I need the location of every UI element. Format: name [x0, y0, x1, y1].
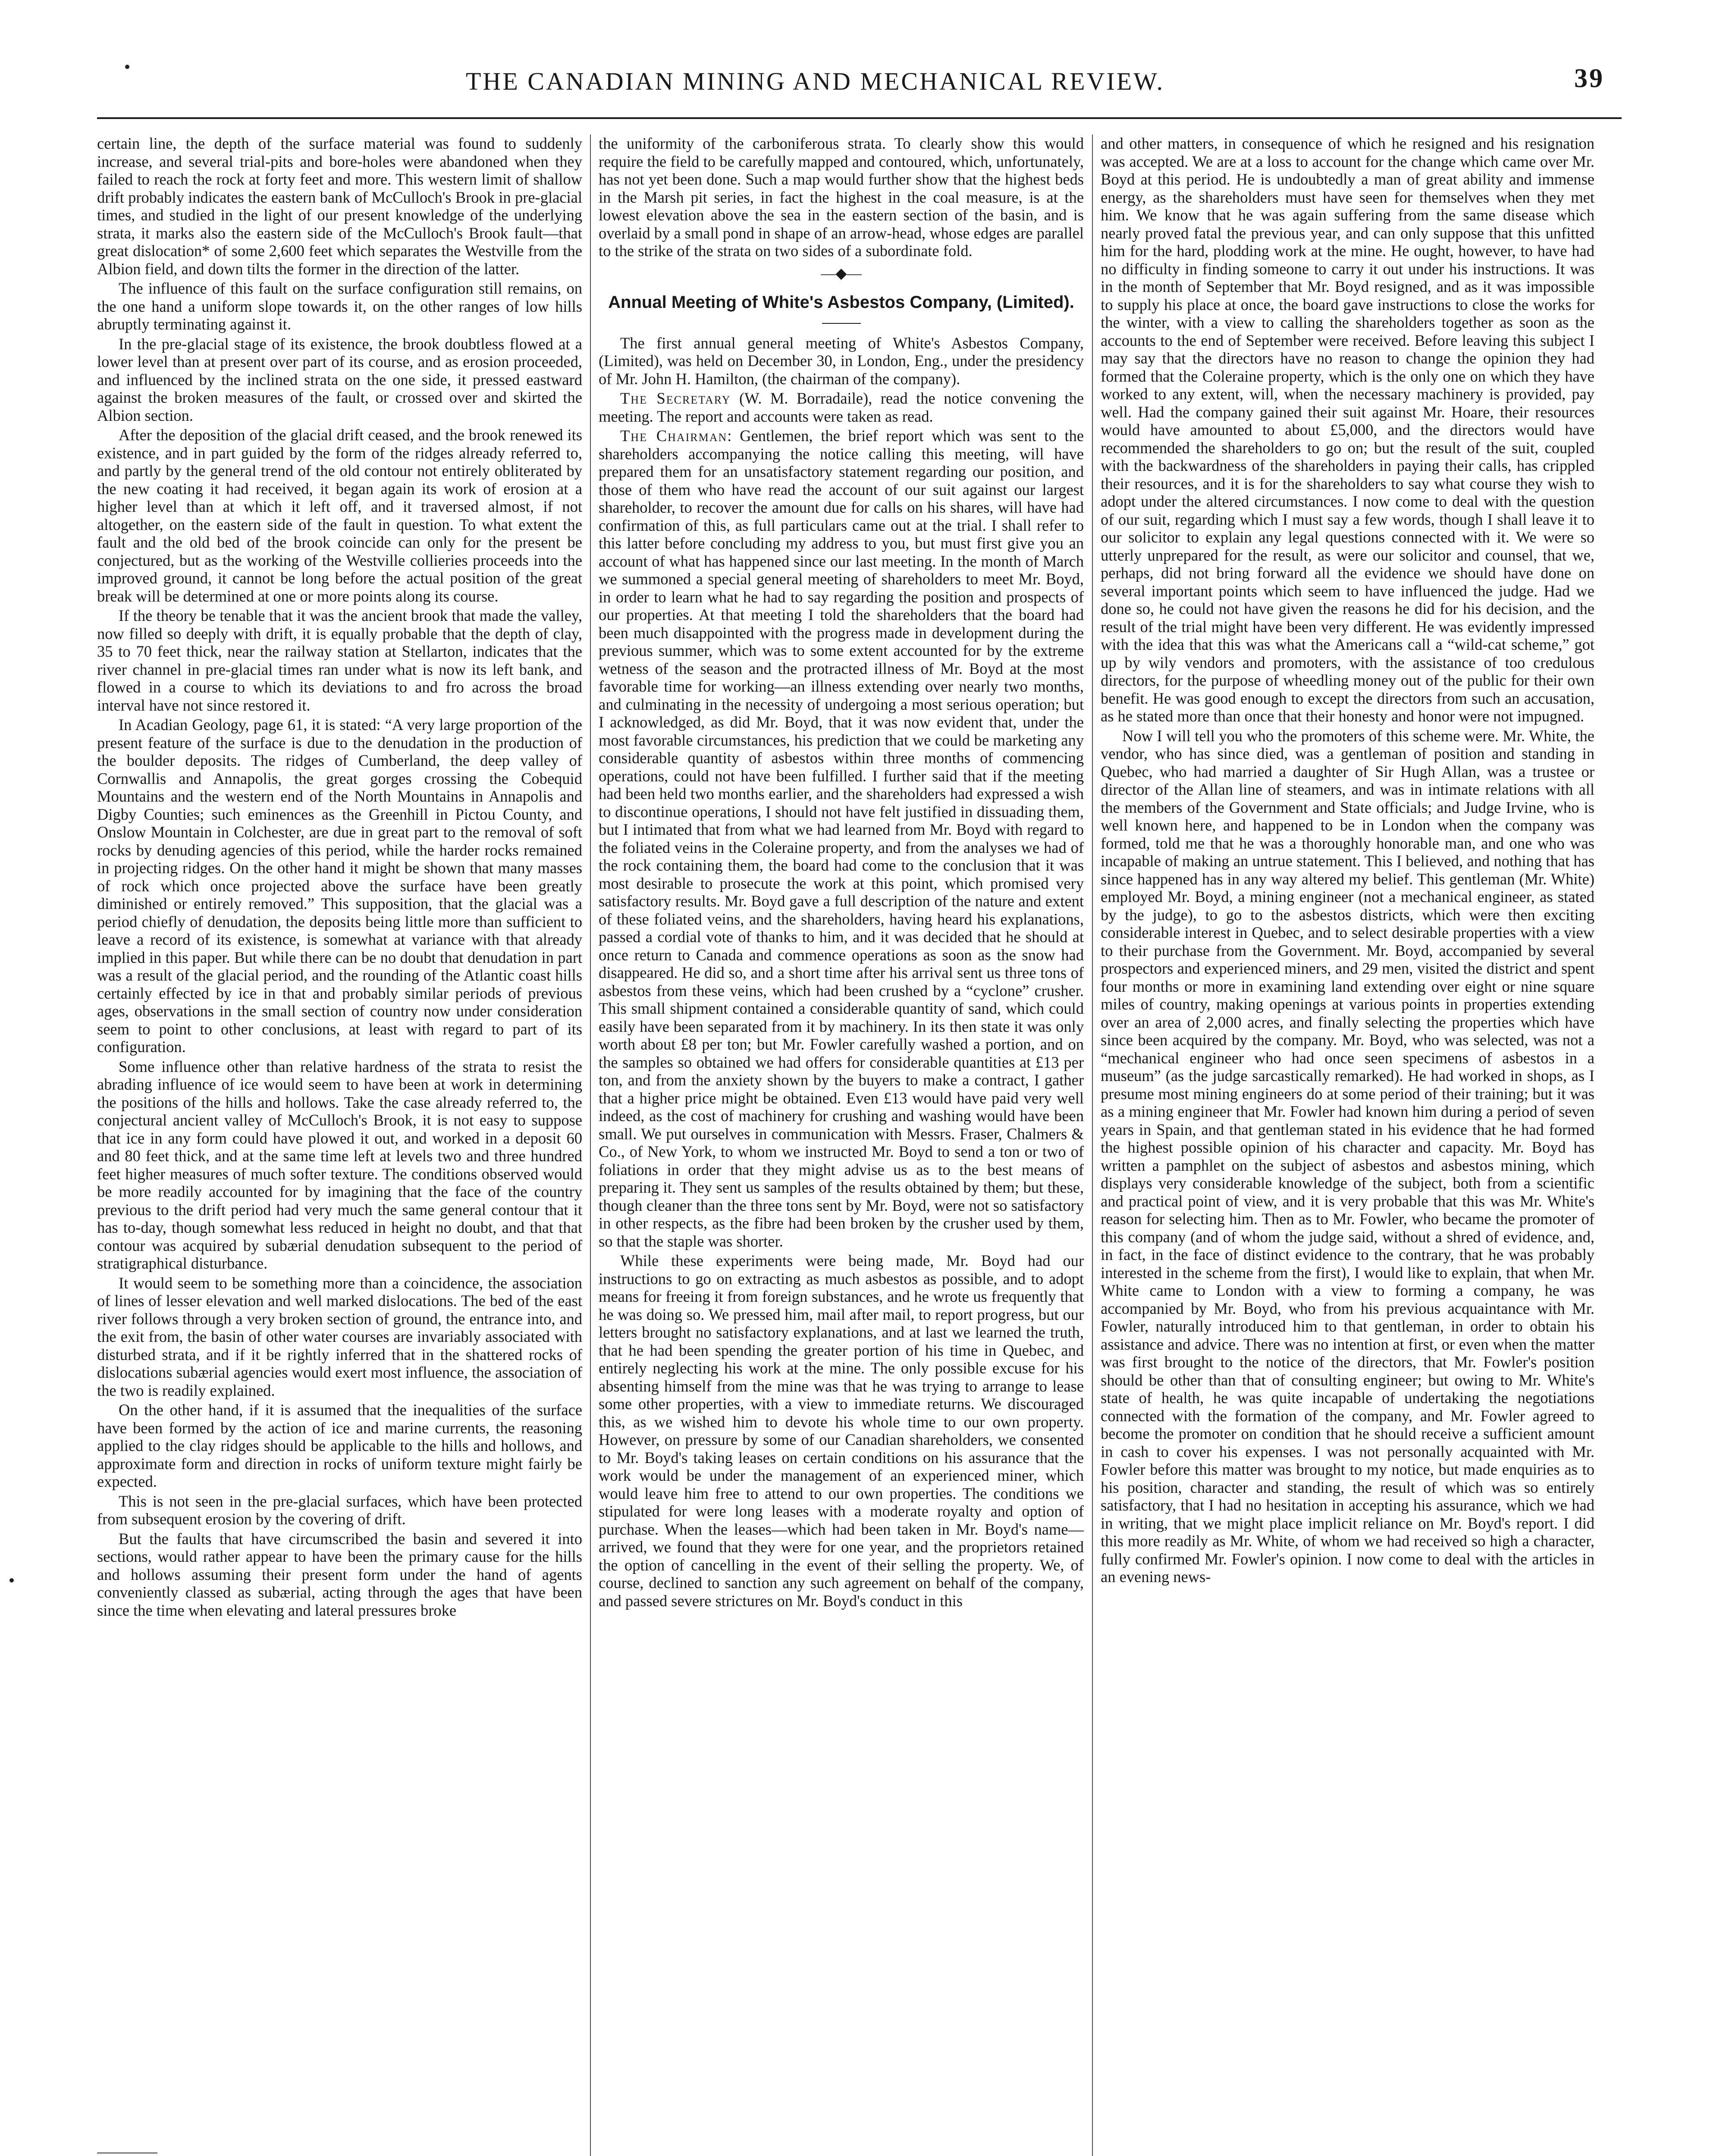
paragraph-text: (W. M. Borradaile), read the notice convening the meeting. The report and accounts were taken as read.	[599, 389, 1084, 425]
column-divider	[1092, 135, 1093, 2156]
page-header	[466, 58, 1604, 106]
column-divider	[590, 135, 591, 2156]
column-2	[599, 135, 1084, 2156]
paragraph: On the other hand, if it is assumed that the inequalities of the surface have been formed by the action of ice and marine currents, the reasoning applied to the clay ridges should be applicable to the hills and hollows, and approximate form and direction in rocks of uniform texture might fairly be expected.	[97, 1401, 582, 1490]
speaker-label: The Chairman	[620, 427, 728, 445]
page-number: 39	[1574, 64, 1604, 93]
paragraph: the uniformity of the carboniferous strata. To clearly show this would require the field to be carefully mapped and contoured, which, unfortunately, has not yet been done. Such a map would further show that the highest beds in the Marsh pit series, in fact the highest in the coal measure, is at the lowest elevation above the sea in the eastern section of the basin, and is overlaid by a small pond in shape of an arrow-head, whose edges are parallel to the strike of the strata on two sides of a subordinate fold.	[599, 135, 1084, 260]
article-heading: Annual Meeting of White's Asbestos Company, (Limited).	[608, 292, 1074, 312]
paragraph: and other matters, in consequence of which he resigned and his resignation was accepted. We are at a loss to account for the change which came over Mr. Boyd at this period. He is undoubtedly a man of great ability and immense energy, as the shareholders must have seen for themselves when they met him. We know that he was again suffering from the same disease which nearly proved fatal the previous year, and can only suppose that this unfitted him for the hard, plodding work at the mine. He ought, however, to have had no difficulty in finding someone to carry it out under his instructions. It was in the month of September that Mr. Boyd resigned, and as it was impossible to supply his place at once, the board gave instructions to close the works for the winter, with a view to calling the shareholders together as soon as the accounts to the end of September were received. Before leaving this subject I may say that the directors have no reason to change the opinion they had formed that the Coleraine property, which is the only one on which they have worked to any extent, will, when the necessary machinery is provided, pay well. Had the company gained their suit against Mr. Hoare, their resources would have amounted to about £5,000, and the directors would have recommended the shareholders to go on; but the result of the suit, coupled with the backwardness of the shareholders in paying their calls, has crippled their resources, and it is for the shareholders to say what course they wish to adopt under the altered circumstances. I now come to deal with the question of our suit, regarding which I must say a few words, though I shall leave it to our solicitor to explain any legal questions connected with it. We were so utterly unprepared for the result, as were our solicitor and counsel, that we, perhaps, did not bring forward all the evidence we should have done on several important points which seem to have influenced the judge. Had we done so, he could not have given the reasons he did for his decision, and the result of the trial might have been very different. He was evidently impressed with the idea that this was what the Americans call a “wild-cat scheme,” got up by wily vendors and promoters, with the assistance of too credulous directors, for the purpose of wheedling money out of the public for their own benefit. He was good enough to except the directors from such an accusation, as he stated more than once that their honesty and honor were not impugned.	[1101, 135, 1594, 725]
paragraph: If the theory be tenable that it was the ancient brook that made the valley, now filled so deeply with drift, it is equally probable that the depth of clay, 35 to 70 feet thick, near the railway station at Stellarton, indicates that the river channel in pre-glacial times ran under what is now its left bank, and flowed in a course to which its deviations to and fro across the broad interval have not since restored it.	[97, 607, 582, 714]
section-ornament: —◆—	[821, 265, 862, 282]
paragraph: But the faults that have circumscribed the basin and severed it into sections, would rather appear to have been the primary cause for the hills and hollows assuming their present form under the hand of agents conveniently classed as subærial, acting through the ages that have been since the time when elevating and lateral pressures broke	[97, 1529, 582, 1619]
column-1	[97, 135, 582, 2144]
print-speck	[9, 1578, 14, 1583]
paragraph: While these experiments were being made, Mr. Boyd had our instructions to go on extracting as much asbestos as possible, and to adopt means for freeing it from foreign substances, and he wrote us frequently that he was doing so. We pressed him, mail after mail, to report progress, but our letters brought no satisfactory explanations, and at last we learned the truth, that he had been spending the greater portion of his time in Quebec, and entirely neglecting his work at the mine. The only possible excuse for his absenting himself from the mine was that he was trying to arrange to lease some other properties, with a view to immediate returns. We discouraged this, as we wished him to devote his whole time to our own property. However, on pressure by some of our Canadian shareholders, we consented to Mr. Boyd's taking leases on certain conditions on his assurance that the work would be under the management of an experienced miner, which would leave him free to attend to our own properties. The conditions we stipulated for were long leases with a moderate royalty and option of purchase. When the leases—which had been taken in Mr. Boyd's name—arrived, we found that they were for one year, and the proprietors retained the option of cancelling in the event of their selling the property. We, of course, declined to sanction any such agreement on behalf of the company, and passed severe strictures on Mr. Boyd's conduct in this	[599, 1252, 1084, 1610]
paragraph: Some influence other than relative hardness of the strata to resist the abrading influence of ice would seem to have been at work in determining the positions of the hills and hollows. Take the case already referred to, the conjectural ancient valley of McCulloch's Brook, it is not easy to suppose that ice in any form could have plowed it out, and worked in a deposit 60 and 80 feet thick, and at the same time left at levels two and three hundred feet higher measures of much softer texture. The conditions observed would be more readily accounted for by imagining that the face of the country previous to the drift period had very much the same general contour that it has to-day, though somewhat less reduced in height no doubt, and that that contour was acquired by subærial denudation subsequent to the period of stratigraphical disturbance.	[97, 1057, 582, 1272]
paragraph: The first annual general meeting of White's Asbestos Company, (Limited), was held on December 30, in London, Eng., under the presidency of Mr. John H. Hamilton, (the chairman of the company).	[599, 334, 1084, 388]
paragraph: After the deposition of the glacial drift ceased, and the brook renewed its existence, and in part guided by the form of the ridges already referred to, and partly by the general trend of the old contour not entirely obliterated by the new coating it had received, it began again its work of erosion at a higher level than at which it left off, and it traversed almost, if not altogether, on the eastern side of the fault in question. To what extent the fault and the old bed of the brook coincide can only for the present be conjectured, but as the working of the Westville collieries proceeds into the improved ground, it cannot be long before the actual position of the great break will be determined at one or more points along its course.	[97, 426, 582, 605]
heading-rule	[822, 323, 861, 324]
paragraph: This is not seen in the pre-glacial surfaces, which have been protected from subsequent erosion by the covering of drift.	[97, 1492, 582, 1528]
paragraph: In Acadian Geology, page 61, it is stated: “A very large proportion of the present feature of the surface is due to the denudation in the production of the boulder deposits. The ridges of Cumberland, the deep valley of Cornwallis and Annapolis, the great gorges crossing the Cobequid Mountains and the western end of the North Mountains in Annapolis and Digby Counties; such eminences as the Greenhill in Pictou County, and Onslow Mountain in Colchester, are due in great part to the removal of soft rocks by denuding agencies of this period, while the harder rocks remained in projecting ridges. On the other hand it might be shown that many masses of rock which once projected above the surface have been greatly diminished or entirely removed.” This supposition, that the glacial was a period chiefly of denudation, the deposits being little more than sufficient to leave a record of its existence, is somewhat at variance with that already implied in this paper. But while there can be no doubt that denudation in part was a result of the glacial period, and the rounding of the Atlantic coast hills certainly effected by ice in that and probably similar periods of previous ages, observations in the small section of country now under consideration seem to point to other conclusions, at least with regard to part of its configuration.	[97, 716, 582, 1056]
paragraph-text: : Gentlemen, the brief report which was sent to the shareholders accompanying the notice calling this meeting, will have prepared them for an unsatisfactory statement regarding our position, and those of them who have read the account of our suit against our largest shareholder, to recover the amount due for calls on his shares, will have had confirmation of this, as full particulars came out at the trial. I shall refer to this latter before concluding my address to you, but must first give you an account of what has happened since our last meeting. In the month of March we summoned a special general meeting of shareholders to meet Mr. Boyd, in order to learn what he had to say regarding the position and prospects of our properties. At that meeting I told the shareholders that the board had been much disappointed with the progress made in development during the previous summer, which was to some extent accounted for by the extreme wetness of the season and the protracted illness of Mr. Boyd at the most favorable time for working—an illness extending over nearly two months, and culminating in the necessity of undergoing a most serious operation; but I acknowledged, as did Mr. Boyd, that it was now evident that, under the most favorable circumstances, his prediction that we could be marketing any considerable quantity of asbestos within three months of commencing operations, could not have been fulfilled. I further said that if the meeting had been held two months earlier, and the shareholders had expressed a wish to discontinue operations, I should not have felt justified in dissuading them, but I intimated that from what we had learned from Mr. Boyd with regard to the foliated veins in the Coleraine property, and from the analyses we had of the rock containing them, the board had come to the conclusion that it was most desirable to prosecute the work at this point, which promised very satisfactory results. Mr. Boyd gave a full description of the nature and extent of these foliated veins, and the shareholders, having heard his explanations, passed a cordial vote of thanks to him, and it was decided that he should at once return to Canada and commence operations as soon as the snow had disappeared. He did so, and a short time after his arrival sent us three tons of asbestos from these veins, which had been crushed by a “cyclone” crusher. This small shipment contained a considerable quantity of sand, which could easily have been separated from it by machinery. In its then state it was only worth about £8 per ton; but Mr. Fowler carefully washed a portion, and on the samples so obtained we had offers for considerable quantities at £13 per ton, and from the anxiety shown by the buyers to make a contract, I gather that a higher price might be obtained. Even £13 would have paid very well indeed, as the cost of machinery for crushing and washing would have been small. We put ourselves in communication with Messrs. Fraser, Chalmers & Co., of New York, to whom we instructed Mr. Boyd to send a ton or two of foliations in order that they might advise us as to the best means of preparing it. They sent us samples of the results obtained by them; but these, though cleaner than the three tons sent by Mr. Boyd, were not so satisfactory in other respects, as the fibre had been broken by the crusher used by them, so that the staple was shorter.	[599, 427, 1084, 1250]
paragraph	[599, 389, 1084, 425]
paragraph: In the pre-glacial stage of its existence, the brook doubtless flowed at a lower level than at present over part of its course, and as erosion proceeded, and influenced by the inclined strata on the one side, it pressed eastward against the broken measures of the fault, or crossed over and skirted the Albion section.	[97, 335, 582, 424]
column-3	[1101, 135, 1594, 2156]
paragraph: The influence of this fault on the surface configuration still remains, on the one hand a uniform slope towards it, on the other ranges of low hills abruptly terminating against it.	[97, 279, 582, 333]
paragraph	[599, 427, 1084, 1250]
publication-title: THE CANADIAN MINING AND MECHANICAL REVIEW.	[466, 67, 1165, 95]
paragraph: Now I will tell you who the promoters of this scheme were. Mr. White, the vendor, who has since died, was a gentleman of position and standing in Quebec, who had married a daughter of Sir Hugh Allan, was a trustee or director of the Allan line of steamers, and was in intimate relations with all the members of the Government and State officials; and Judge Irvine, who is well known here, and happened to be in London when the company was formed, told me that he was a thoroughly honorable man, and one who was incapable of making an untrue statement. This I believed, and nothing that has since happened has in any way altered my belief. This gentleman (Mr. White) employed Mr. Boyd, a mining engineer (not a mechanical engineer, as stated by the judge), to go to the asbestos districts, which were then exciting considerable interest in Quebec, and to select desirable properties with a view to their purchase from the Government. Mr. Boyd, accompanied by several prospectors and experienced miners, and 29 men, visited the district and spent four months or more in examining land extending over eight or nine square miles of country, making openings at various points in properties extending over an area of 2,000 acres, and finally selecting the properties which have since been acquired by the company. Mr. Boyd, who was selected, was not a “mechanical engineer who had once seen specimens of asbestos in a museum” (as the judge sarcastically remarked). He had worked in shops, as I presume most mining engineers do at some period of their training; but it was as a mining engineer that Mr. Fowler had known him during a period of seven years in Spain, and that gentleman stated in his evidence that he had formed the highest possible opinion of his character and capacity. Mr. Boyd has written a pamphlet on the subject of asbestos and asbestos mining, which displays very considerable knowledge of the subject, both from a scientific and practical point of view, and it is very probable that this was Mr. White's reason for selecting him. Then as to Mr. Fowler, who became the promoter of this company (and of whom the judge said, without a shred of evidence, and, in fact, in the face of distinct evidence to the contrary, that he was probably interested in the scheme from the first), I would like to explain, that when Mr. White came to London with a view to forming a company, he was accompanied by Mr. Boyd, who from his previous acquaintance with Mr. Fowler, naturally introduced him to that gentleman, in order to obtain his assistance and advice. There was no intention at first, or even when the matter was first brought to the notice of the directors, that Mr. Fowler's position should be other than that of consulting engineer; but owing to Mr. White's state of health, he was quite incapable of undertaking the negotiations connected with the formation of the company, and Mr. Fowler agreed to become the promoter on condition that he should receive a sufficient amount in cash to cover his expenses. I was not personally acquainted with Mr. Fowler before this matter was brought to my notice, but made enquiries as to his position, character and standing, the result of which was so entirely satisfactory, that I had no hesitation in accepting his assurance, which we had in writing, that we might place implicit reliance on Mr. Boyd's report. I did this more readily as Mr. White, of whom we had received so high a character, fully confirmed Mr. Fowler's opinion. I now come to deal with the articles in an evening news-	[1101, 727, 1594, 1586]
speaker-label: The Secretary	[620, 389, 731, 407]
paragraph: It would seem to be something more than a coincidence, the association of lines of lesser elevation and well marked dislocations. The bed of the east river follows through a very broken section of ground, the entrance into, and the exit from, the basin of other water courses are invariably associated with disturbed strata, and if it be rightly inferred that in the shattered rocks of dislocations subærial agencies would exert most influence, the association of the two is readily explained.	[97, 1274, 582, 1399]
header-rule	[97, 117, 1622, 119]
print-speck	[125, 65, 129, 69]
paragraph: certain line, the depth of the surface material was found to suddenly increase, and several trial-pits and bore-holes were abandoned when they failed to reach the rock at forty feet and more. This western limit of shallow drift probably indicates the eastern bank of McCulloch's Brook in pre-glacial times, and studied in the light of our present knowledge of the underlying strata, it marks also the eastern side of the McCulloch's Brook fault—that great dislocation* of some 2,600 feet which separates the Westville from the Albion field, and down tilts the former in the direction of the latter.	[97, 135, 582, 278]
